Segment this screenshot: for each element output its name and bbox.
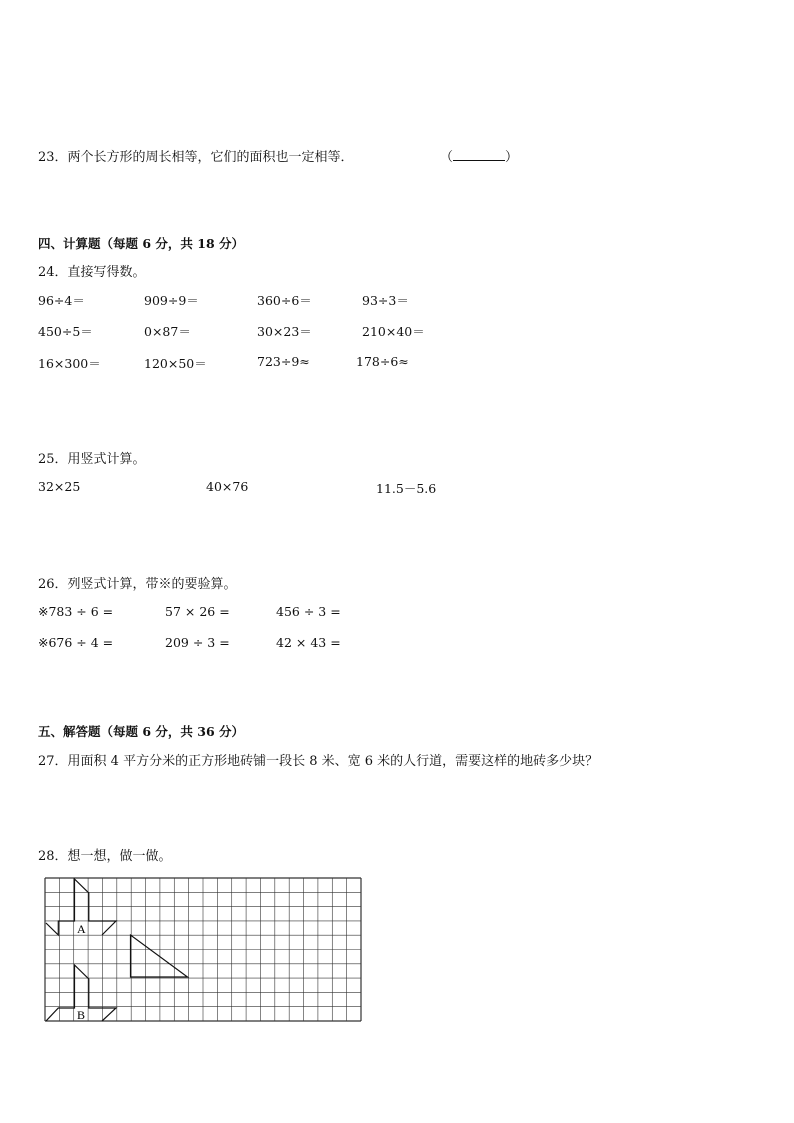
section-4-heading: 四、计算题（每题 6 分，共 18 分） [38, 236, 245, 251]
shape-b-label: B [77, 1008, 86, 1022]
q24-prompt: 24．直接写得数。 [38, 265, 146, 280]
q26-item: 209 ÷ 3 = [165, 635, 230, 650]
section-5-heading: 五、解答题（每题 6 分，共 36 分） [38, 724, 245, 739]
q25-item: 11.5－5.6 [376, 481, 437, 496]
q24-item: 178÷6≈ [356, 354, 409, 369]
q24-item: 360÷6＝ [257, 293, 312, 308]
right-triangle [131, 935, 188, 977]
q26-item: ※783 ÷ 6 = [38, 604, 114, 619]
q23-answer-blank[interactable] [453, 148, 505, 161]
q24-item: 96÷4＝ [38, 293, 85, 308]
q24-item: 93÷3＝ [362, 293, 409, 308]
q24-item: 0×87＝ [144, 324, 191, 339]
q26-item: 42 × 43 = [276, 635, 341, 650]
q25-item: 32×25 [38, 479, 81, 494]
q27-text: 27．用面积 4 平方分米的正方形地砖铺一段长 8 米、宽 6 米的人行道，需要这样的地砖多少块？ [38, 754, 599, 769]
q24-item: 210×40＝ [362, 324, 425, 339]
grid-svg [44, 877, 362, 1023]
q24-item: 30×23＝ [257, 324, 312, 339]
grid-lines [45, 878, 361, 1021]
q23-answer[interactable]: （ ） [440, 150, 519, 165]
q24-item: 16×300＝ [38, 356, 101, 371]
q28-prompt: 28．想一想，做一做。 [38, 849, 172, 864]
q23-statement [38, 146, 354, 165]
q24-item: 909÷9＝ [144, 293, 199, 308]
q24-item: 450÷5＝ [38, 324, 93, 339]
grid-figure [44, 877, 362, 1023]
q24-item: 120×50＝ [144, 356, 207, 371]
shape-a-label: A [77, 922, 86, 936]
q23-text: 23．两个长方形的周长相等，它们的面积也一定相等． [38, 150, 354, 165]
q26-item: 57 × 26 = [165, 604, 230, 619]
q26-item: 456 ÷ 3 = [276, 604, 341, 619]
q25-item: 40×76 [206, 479, 249, 494]
q25-prompt: 25．用竖式计算。 [38, 452, 146, 467]
q26-prompt: 26．列竖式计算，带※的要验算。 [38, 577, 237, 592]
q26-item: ※676 ÷ 4 = [38, 635, 114, 650]
q24-item: 723÷9≈ [257, 354, 310, 369]
